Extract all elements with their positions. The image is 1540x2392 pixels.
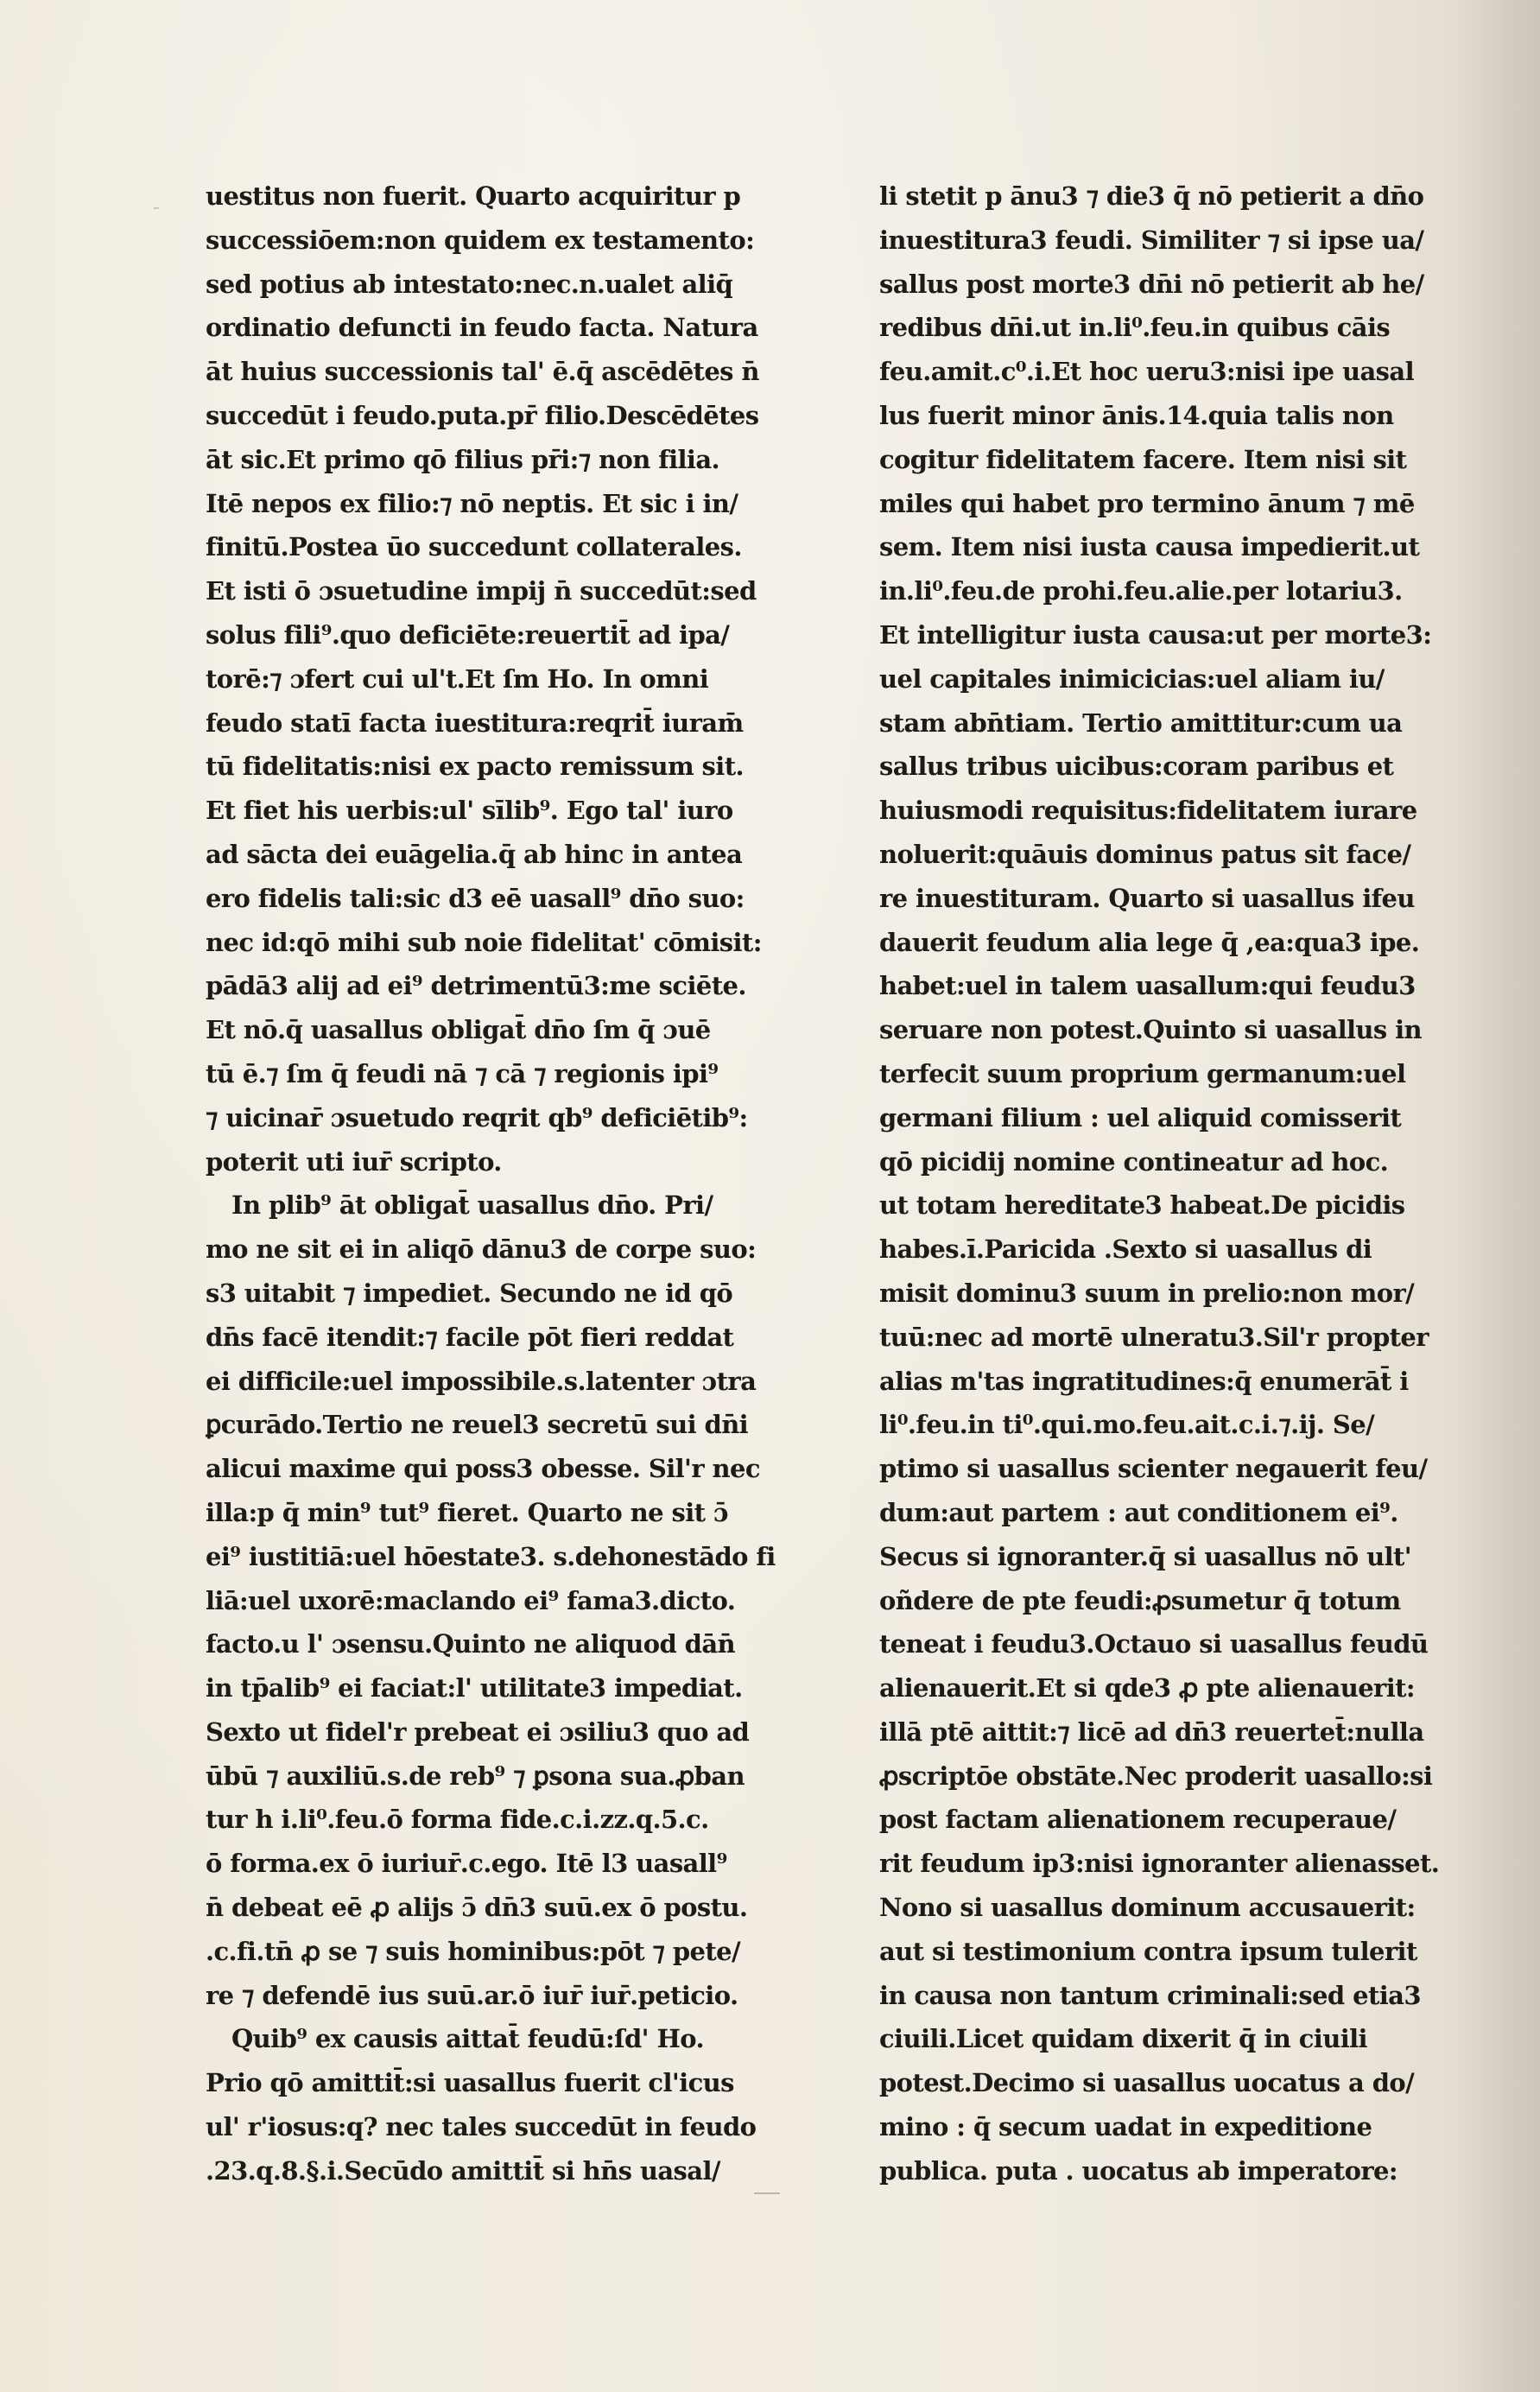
left-column-line: ad sācta dei euāgelia.q̄ ab hinc in antea — [206, 839, 743, 869]
left-column-line: mo ne sit ei in aliqō dānu3 de corpe suo: — [206, 1234, 757, 1265]
right-column-line: stam abn̄tiam. Tertio amittitur:cum ua — [879, 707, 1403, 738]
right-column-line: Nono si uasallus dominum accusauerit: — [879, 1893, 1416, 1923]
left-column-line: in tp̄alib⁹ ei faciat:l' utilitate3 impediat. — [206, 1673, 743, 1704]
left-column-line: Et nō.q̄ uasallus obligat̄ dn̄o ſm q̄ ɔuē — [206, 1015, 711, 1045]
right-column-line: habet:uel in talem uasallum:qui feudu3 — [879, 971, 1416, 1001]
right-column-line: in.li⁰.feu.de prohi.feu.alie.per lotariu3. — [879, 576, 1403, 606]
left-column-line: poterit uti iur̄ scripto. — [206, 1146, 502, 1177]
left-column-line: alicui maxime qui poss3 obesse. Sil'r nec — [206, 1454, 760, 1484]
right-column-line: feu.amit.c⁰.i.Et hoc ueru3:nisi ipe uasal — [879, 357, 1415, 387]
left-column-line: solus fili⁹.quo deficiēte:reuertit̄ ad ipa/ — [206, 619, 730, 650]
right-column-line: sem. Item nisi iusta causa impedierit.ut — [879, 532, 1420, 562]
left-column-line: ō forma.ex ō iuriur̄.c.ego. Itē l3 uasall⁹ — [206, 1849, 727, 1879]
left-column-line: succedūt i feudo.puta.pr̄ filio.Descēdētes — [206, 400, 759, 430]
left-column-line: facto.u l' ɔsensu.Quinto ne aliquod dān̄ — [206, 1629, 736, 1659]
left-column-line: tū ē.⁊ ſm q̄ feudi nā ⁊ cā ⁊ regionis ipi⁹ — [206, 1058, 719, 1088]
right-column-line: qō picidij nomine contineatur ad hoc. — [879, 1146, 1389, 1177]
left-column-line: .23.q.8.§.i.Secūdo amittit̄ si hn̄s uasal/ — [206, 2155, 720, 2186]
left-column-line: pādā3 alij ad ei⁹ detrimentū3:me sciēte. — [206, 971, 746, 1001]
right-text-column — [879, 174, 1501, 2193]
right-column-line: li stetit p ānu3 ⁊ die3 q̄ nō petierit a dn̄o — [879, 181, 1424, 211]
right-column-line: in causa non tantum criminali:sed etia3 — [879, 1980, 1421, 2010]
right-column-line: miles qui habet pro termino ānum ⁊ mē — [879, 488, 1415, 518]
right-column-line: inuestitura3 feudi. Similiter ⁊ si ipse ua/ — [879, 225, 1424, 255]
paper-fold-mark — [754, 2192, 780, 2194]
left-column-line: ordinatio defuncti in feudo facta. Natura — [206, 313, 758, 343]
right-column-line: seruare non potest.Quinto si uasallus in — [879, 1015, 1423, 1045]
right-column-line: Et intelligitur iusta causa:ut per morte3: — [879, 619, 1432, 650]
left-column-line: āt huius successionis tal' ē.q̄ ascēdētes n̄ — [206, 357, 759, 387]
right-column-line: rit feudum ip3:nisi ignoranter alienasset. — [879, 1849, 1440, 1879]
right-column-line: ut totam hereditate3 habeat.De picidis — [879, 1190, 1405, 1221]
left-column-line: s3 uitabit ⁊ impediet. Secundo ne id qō — [206, 1278, 733, 1308]
right-column-line: tuū:nec ad mortē ulneratu3.Sil'r propter — [879, 1322, 1429, 1352]
left-column-line: .c.fi.tn̄ ꝓ se ⁊ suis hominibus:pōt ⁊ pete/ — [206, 1936, 741, 1966]
left-column-line: Et fiet his uerbis:ul' sīlib⁹. Ego tal' iuro — [206, 796, 733, 826]
right-column-line: habes.ī.Paricida .Sexto si uasallus di — [879, 1234, 1372, 1265]
left-column-line: ei difficile:uel impossibile.s.latenter ɔtra — [206, 1366, 757, 1396]
left-column-line: āt sic.Et primo qō filius pr̄i:⁊ non filia. — [206, 444, 720, 474]
right-column-line: mino : q̄ secum uadat in expeditione — [879, 2112, 1372, 2142]
right-column-line: misit dominu3 suum in prelio:non mor/ — [879, 1278, 1415, 1308]
left-column-line: dn̄s facē itendit:⁊ facile pōt fieri reddat — [206, 1322, 734, 1352]
left-column-line: Quib⁹ ex causis aittat̄ feudū:ſd' Ho. — [231, 2024, 704, 2054]
right-column-line: alienauerit.Et si qde3 ꝓ pte alienauerit: — [879, 1673, 1416, 1704]
right-column-line: post factam alienationem recuperaue/ — [879, 1805, 1397, 1835]
left-column-line: tū fidelitatis:nisi ex pacto remissum sit. — [206, 752, 744, 782]
left-column-line: nec id:qō mihi sub noie fidelitat' cōmisit: — [206, 927, 762, 957]
left-column-line: ero fidelis tali:sic d3 eē uasall⁹ dn̄o suo: — [206, 883, 745, 913]
paper-mark — [154, 207, 159, 209]
left-column-line: In plib⁹ āt obligat̄ uasallus dn̄o. Pri/ — [231, 1190, 713, 1221]
right-column-line: teneat i feudu3.Octauo si uasallus feudū — [879, 1629, 1429, 1659]
left-column-line: ei⁹ iustitiā:uel hōestate3. s.dehonestādo fi — [206, 1541, 776, 1571]
left-column-line: ⁊ uicinar̄ ɔsuetudo reqrit qb⁹ deficiētib⁹: — [206, 1102, 748, 1133]
right-column-line: huiusmodi requisitus:fidelitatem iurare — [879, 796, 1417, 826]
right-column-line: illā ptē aittit:⁊ licē ad dn̄3 reuertet̄:nulla — [879, 1716, 1424, 1747]
right-column-line: alias m'tas ingratitudines:q̄ enumerāt̄ i — [879, 1366, 1409, 1396]
left-column-line: Et isti ō ɔsuetudine impij n̄ succedūt:sed — [206, 576, 757, 606]
right-column-line: lus fuerit minor ānis.14.quia talis non — [879, 400, 1394, 430]
right-column-line: noluerit:quāuis dominus patus sit face/ — [879, 839, 1411, 869]
left-column-line: Prio qō amittit̄:si uasallus fuerit cl'icus — [206, 2068, 734, 2098]
right-column-line: terfecit suum proprium germanum:uel — [879, 1058, 1406, 1088]
right-column-line: re inuestituram. Quarto si uasallus ifeu — [879, 883, 1415, 913]
right-column-line: uel capitales inimicicias:uel aliam iu/ — [879, 663, 1385, 694]
left-column-line: finitū.Postea ūo succedunt collaterales. — [206, 532, 742, 562]
right-column-line: ꝓscriptōe obstāte.Nec proderit uasallo:si — [879, 1761, 1433, 1791]
left-column-line: sed potius ab intestato:nec.n.ualet aliq̄ — [206, 269, 733, 299]
left-column-line: re ⁊ defendē ius suū.ar.ō iur̄ iur̄.peticio. — [206, 1980, 738, 2010]
left-column-line: successiōem:non quidem ex testamento: — [206, 225, 755, 255]
right-column-line: dum:aut partem : aut conditionem ei⁹. — [879, 1497, 1398, 1527]
right-column-line: potest.Decimo si uasallus uocatus a do/ — [879, 2068, 1415, 2098]
right-column-line: publica. puta . uocatus ab imperatore: — [879, 2155, 1397, 2186]
right-column-line: dauerit feudum alia lege q̄ ,ea:qua3 ipe. — [879, 927, 1420, 957]
right-column-line: Secus si ignoranter.q̄ si uasallus nō ult' — [879, 1541, 1412, 1571]
left-column-line: uestitus non fuerit. Quarto acquiritur p — [206, 181, 741, 211]
left-column-line: ūbū ⁊ auxiliū.s.de reb⁹ ⁊ ꝑsona sua.ꝓban — [206, 1761, 745, 1791]
right-column-line: aut si testimonium contra ipsum tulerit — [879, 1936, 1417, 1966]
right-column-line: sallus post morte3 dn̄i nō petierit ab he/ — [879, 269, 1424, 299]
right-column-line: li⁰.feu.in ti⁰.qui.mo.feu.ait.c.i.⁊.ij. Se/ — [879, 1410, 1375, 1440]
left-column-line: ꝑcurādo.Tertio ne reuel3 secretū sui dn̄i — [206, 1410, 749, 1440]
left-text-column — [206, 174, 845, 2193]
right-column-line: ptimo si uasallus scienter negauerit feu/ — [879, 1454, 1428, 1484]
left-column-line: Itē nepos ex filio:⁊ nō neptis. Et sic i in/ — [206, 488, 738, 518]
left-column-line: n̄ debeat eē ꝓ alijs ɔ̄ dn̄3 suū.ex ō postu. — [206, 1893, 748, 1923]
left-column-line: Sexto ut fidel'r prebeat ei ɔsiliu3 quo ad — [206, 1716, 750, 1747]
left-column-line: feudo statī facta iuestitura:reqrit̄ iuram̄ — [206, 707, 744, 738]
right-column-line: ciuili.Licet quidam dixerit q̄ in ciuili — [879, 2024, 1367, 2054]
left-column-line: illa:p q̄ min⁹ tut⁹ fieret. Quarto ne sit ɔ̄ — [206, 1497, 728, 1527]
right-column-line: germani filium : uel aliquid comisserit — [879, 1102, 1402, 1133]
right-column-line: redibus dn̄i.ut in.li⁰.feu.in quibus cāis — [879, 313, 1391, 343]
left-column-line: torē:⁊ ɔfert cui ul't.Et ſm Ho. In omni — [206, 663, 709, 694]
left-column-line: liā:uel uxorē:maclando ei⁹ fama3.dicto. — [206, 1585, 736, 1615]
left-column-line: ul' r'iosus:q? nec tales succedūt in feudo — [206, 2112, 757, 2142]
right-column-line: oñdere de pte feudi:ꝓsumetur q̄ totum — [879, 1585, 1401, 1615]
right-column-line: cogitur fidelitatem facere. Item nisi sit — [879, 444, 1407, 474]
left-column-line: tur h i.li⁰.feu.ō forma fide.c.i.zz.q.5.c. — [206, 1805, 709, 1835]
right-column-line: sallus tribus uicibus:coram paribus et — [879, 752, 1394, 782]
